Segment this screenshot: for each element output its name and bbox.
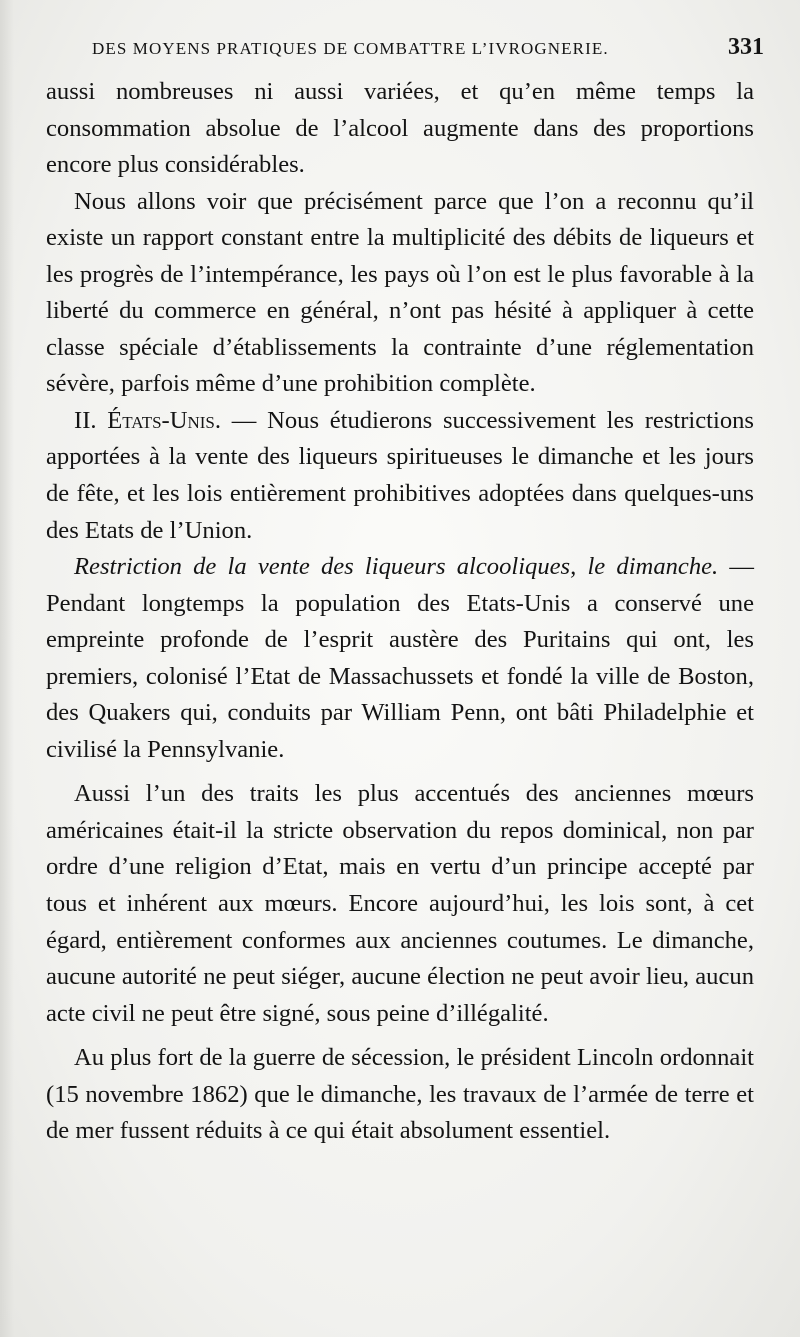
paragraph-5: Aussi l’un des traits les plus accentués des anciennes mœurs américaines était-il la stricte observation du repos dominical, non par ordre d’une religion d’Etat, mais en vertu d’un principe accepté par tous et inhérent aux mœurs. Encore aujourd’hui, les lois sont, à cet égard, entièrement conformes aux anciennes coutumes. Le dimanche, aucune autorité ne peut siéger, aucune élection ne peut avoir lieu, aucun acte civil ne peut être signé, sous peine d’illégalité. [46,780,754,1027]
paragraph-3 [46,403,754,549]
page-number: 331 [728,34,764,60]
paragraph-4 [46,549,754,768]
subsection-heading: Restriction de la vente des liqueurs alcooliques, le dimanche. [74,553,719,581]
section-heading: États-Unis. [107,406,222,434]
section-number: II. [74,406,108,434]
paragraph-1: aussi nombreuses ni aussi variées, et qu’en même temps la consommation absolue de l’alcool augmente dans des proportions encore plus considérables. [46,78,754,179]
page-header [92,34,764,61]
page-edge-shadow [0,0,14,1337]
paragraph-2: Nous allons voir que précisément parce que l’on a reconnu qu’il existe un rapport constant entre la multiplicité des débits de liqueurs et les progrès de l’intempérance, les pays où l’on est le plus favorable à la liberté du commerce en général, n’ont pas hésité à appliquer à cette classe spéciale d’établissements la contrainte d’une réglementation sévère, parfois même d’une prohibition complète. [46,187,754,398]
paragraph-6: Au plus fort de la guerre de sécession, le président Lincoln ordonnait (15 novembre 1862) que le dimanche, les travaux de l’armée de terre et de mer fussent réduits à ce qui était absolument essentiel. [46,1044,754,1145]
running-title: DES MOYENS PRATIQUES DE COMBATTRE L’IVROGNERIE. [92,39,609,58]
paragraph-3-text: — Nous étudierons successivement les restrictions apportées à la vente des liqueurs spiritueuses le dimanche et les jours de fête, et les lois entièrement prohibitives adoptées dans quelques-uns des Etats de l’Union. [46,406,754,544]
paragraph-4-text: — Pendant longtemps la population des Etats-Unis a conservé une empreinte profonde de l’esprit austère des Puritains qui ont, les premiers, colonisé l’Etat de Massachussets et fondé la ville de Boston, des Quakers qui, conduits par William Penn, ont bâti Philadelphie et civilisé la Pennsylvanie. [46,553,754,763]
body-text [46,74,754,1150]
